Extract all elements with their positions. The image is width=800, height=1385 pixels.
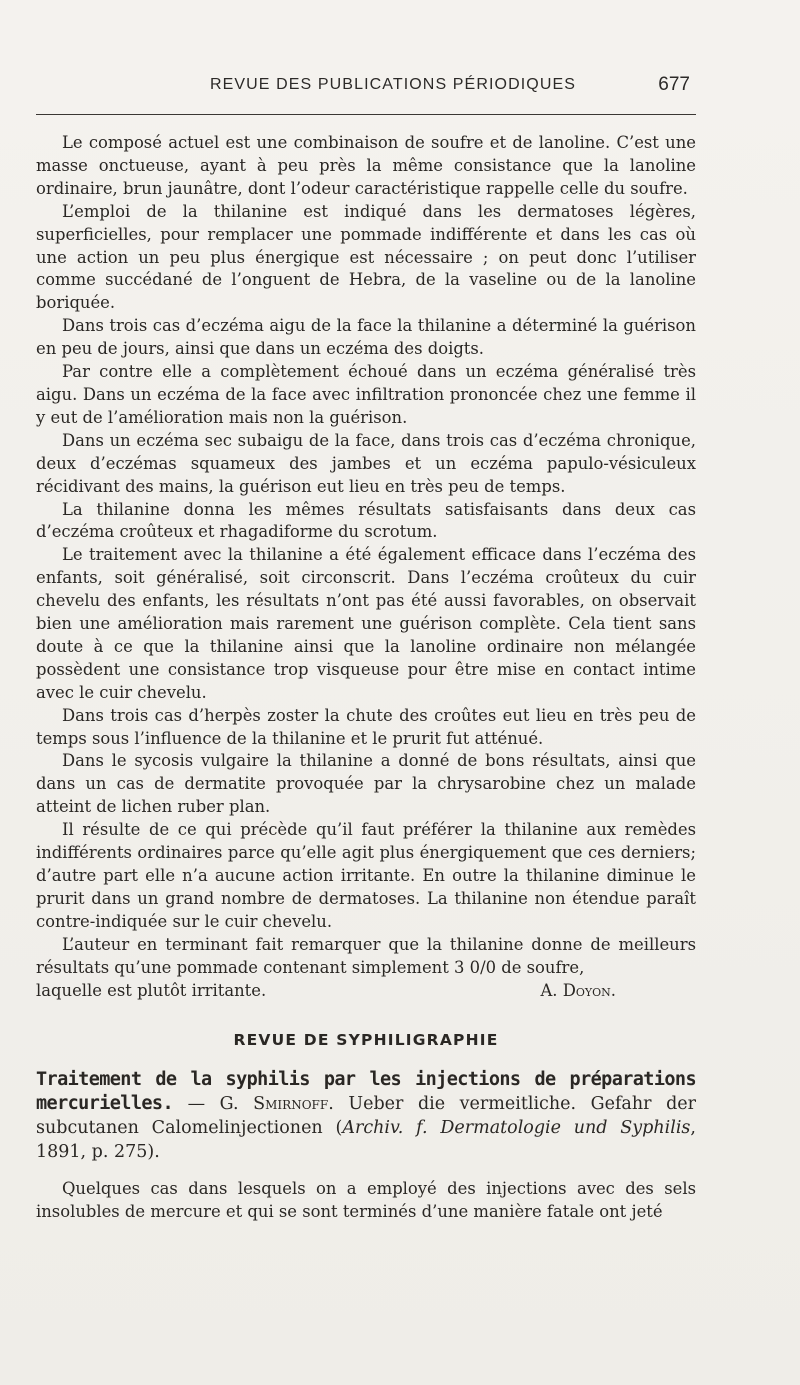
signature: A. Doyon.: [540, 980, 616, 1000]
page-header: [36, 76, 696, 102]
page-number: 677: [658, 74, 690, 95]
article-citation: . Ueber die vermeitliche. Gefahr der subcutanen Calomelinjectionen (: [36, 1094, 697, 1139]
running-head: REVUE DES PUBLICATIONS PÉRIODIQUES: [209, 76, 577, 93]
paragraph: Le traitement avec la thilanine a été également efficace dans l’eczéma des enfants, soit généralisé, soit circonscrit. Dans l’eczéma croûteux du cuir chevelu des enfants, les résultats n’ont pas été aussi favorables, on observait bien une amélioration mais rarement une guérison complète. Cela tient sans doute à ce que la thilanine ainsi que la lanoline ordinaire non mélangée possèdent une consistance trop visqueuse pour être mise en contact intime avec le cuir chevelu.: [36, 545, 696, 702]
final-paragraph: L’auteur en terminant fait remarquer que la thilanine donne de meilleurs résultats qu’une pommade contenant simplement 3 0/0 de soufre,: [36, 934, 696, 977]
paragraph: La thilanine donna les mêmes résultats satisfaisants dans deux cas d’eczéma croûteux et rhagadiforme du scrotum.: [36, 499, 696, 542]
article-separator: — G.: [173, 1094, 254, 1115]
article-body: [36, 132, 696, 1224]
paragraph: Dans trois cas d’herpès zoster la chute des croûtes eut lieu en très peu de temps sous l’influence de la thilanine et le prurit fut atténué.: [36, 705, 696, 748]
paragraph: Il résulte de ce qui précède qu’il faut préférer la thilanine aux remèdes indifférents ordinaires parce qu’elle agit plus énergiquement que ces derniers; d’autre part elle n’a aucune action irritante. En outre la thilanine diminue le prurit dans un grand nombre de dermatoses. La thilanine non étendue paraît contre-indiquée sur le cuir chevelu.: [36, 820, 696, 931]
section-title: REVUE DE SYPHILIGRAPHIE: [233, 1031, 499, 1050]
paragraph: Dans trois cas d’eczéma aigu de la face la thilanine a déterminé la guérison en peu de jours, ainsi que dans un eczéma des doigts.: [36, 316, 696, 359]
header-rule: [36, 114, 696, 115]
article-heading: [36, 1068, 696, 1164]
paragraph: L’emploi de la thilanine est indiqué dans les dermatoses légères, superficielles, pour remplacer une pommade indifférente et dans les cas où une action un peu plus énergique est nécessaire ; on peut donc l’utiliser comme succédané de l’onguent de Hebra, de la vaseline ou de la lanoline boriquée.: [36, 201, 696, 313]
signature-line: [36, 980, 696, 1003]
article-author: Smirnoff: [253, 1094, 329, 1115]
article-journal: Archiv. f. Dermatologie und Syphilis: [342, 1118, 691, 1139]
article-ref: , 1891, p. 275).: [36, 1118, 696, 1163]
paragraph: Par contre elle a complètement échoué dans un eczéma généralisé très aigu. Dans un eczéma de la face avec infiltration prononcée chez une femme il y eut de l’amélioration mais non la guérison.: [36, 362, 696, 427]
paragraph: Dans le sycosis vulgaire la thilanine a donné de bons résultats, ainsi que dans un cas de dermatite provoquée par la chrysarobine chez un malade atteint de lichen ruber plan.: [36, 751, 696, 817]
article-title: Traitement de la syphilis par les injections de préparations mercurielles.: [36, 1069, 696, 1115]
paragraph: Dans un eczéma sec subaigu de la face, dans trois cas d’eczéma chronique, deux d’eczémas squameux des jambes et un eczéma papulo-vésiculeux récidivant des mains, la guérison eut lieu en très peu de temps.: [36, 430, 696, 496]
closing-paragraph: Quelques cas dans lesquels on a employé des injections avec des sels insolubles de mercure et qui se sont terminés d’une manière fatale ont jeté: [36, 1179, 696, 1222]
final-line: laquelle est plutôt irritante.: [36, 980, 267, 1000]
paragraph: Le composé actuel est une combinaison de soufre et de lanoline. C’est une masse onctueuse, ayant à peu près la même consistance que la lanoline ordinaire, brun jaunâtre, dont l’odeur caractéristique rappelle celle du soufre.: [36, 133, 696, 198]
